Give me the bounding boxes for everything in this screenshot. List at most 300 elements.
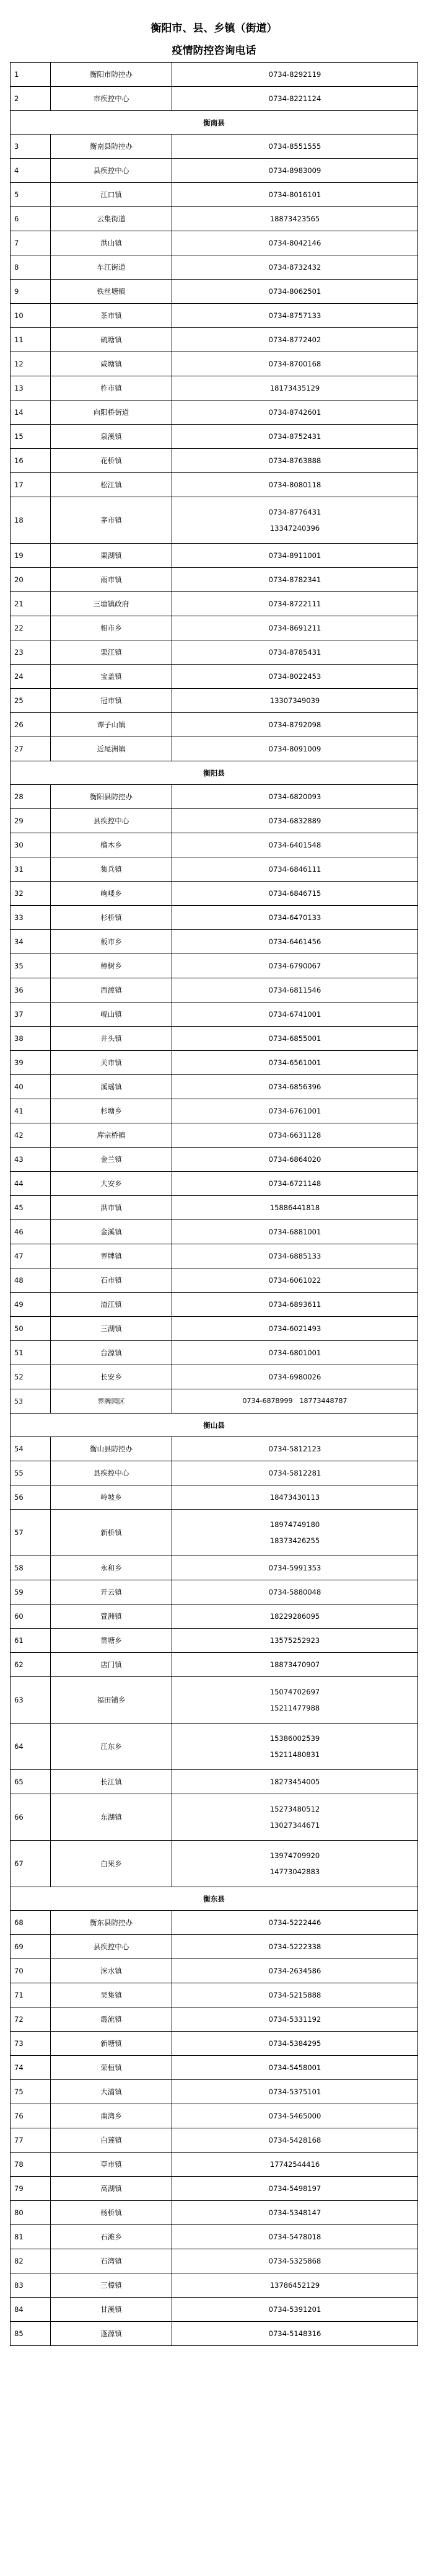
phone-number: 0734-5458001 — [268, 2063, 321, 2072]
table-row — [11, 1051, 418, 1075]
phone-number: 0734-6461456 — [268, 937, 321, 946]
phone-number: 0734-6980026 — [268, 1373, 321, 1381]
unit-name: 县疾控中心 — [51, 1935, 172, 1959]
phone-cell — [172, 2056, 418, 2080]
phone-cell — [172, 280, 418, 304]
table-row — [11, 785, 418, 809]
phone-number: 0734-6470133 — [268, 913, 321, 922]
contact-table-body — [11, 63, 418, 2346]
row-number: 60 — [11, 1604, 51, 1629]
table-row — [11, 737, 418, 761]
phone-cell — [172, 1123, 418, 1148]
row-number: 34 — [11, 930, 51, 954]
table-row — [11, 1794, 418, 1841]
unit-name: 栗湖镇 — [51, 544, 172, 568]
phone-number: 18173435129 — [269, 384, 320, 392]
phone-number: 0734-6856396 — [268, 1082, 321, 1091]
phone-number: 0734-8700168 — [268, 360, 321, 368]
table-row — [11, 713, 418, 737]
table-row — [11, 1341, 418, 1365]
phone-number: 0734-5478018 — [268, 2233, 321, 2241]
unit-name: 樟树乡 — [51, 954, 172, 978]
phone-number: 0734-5812123 — [268, 1445, 321, 1453]
unit-name: 花桥镇 — [51, 449, 172, 473]
page-title: 衡阳市、县、乡镇（街道） — [151, 22, 277, 35]
table-row — [11, 2322, 418, 2346]
unit-name: 草市镇 — [51, 2153, 172, 2177]
unit-name: 衡南县防控办 — [51, 135, 172, 159]
phone-number: 0734-6741001 — [268, 1010, 321, 1019]
table-row — [11, 2298, 418, 2322]
unit-name: 关市镇 — [51, 1051, 172, 1075]
section-header-row — [11, 1414, 418, 1437]
table-row — [11, 1365, 418, 1389]
phone-number: 17742544416 — [269, 2160, 320, 2169]
unit-name: 向阳桥街道 — [51, 401, 172, 425]
row-number: 5 — [11, 183, 51, 207]
unit-name: 谭子山镇 — [51, 713, 172, 737]
table-row — [11, 376, 418, 401]
table-row — [11, 1099, 418, 1123]
phone-number: 0734-5348147 — [268, 2208, 321, 2217]
phone-cell — [172, 665, 418, 689]
row-number: 19 — [11, 544, 51, 568]
phone-number: 0734-6893611 — [268, 1300, 321, 1309]
phone-cell — [172, 1911, 418, 1935]
unit-name: 金兰镇 — [51, 1148, 172, 1172]
row-number: 68 — [11, 1911, 51, 1935]
table-row — [11, 1244, 418, 1268]
phone-number: 0734-8782341 — [268, 575, 321, 584]
phone-cell — [172, 2128, 418, 2153]
unit-name: 硫塘镇 — [51, 328, 172, 352]
table-row — [11, 183, 418, 207]
unit-name: 库宗桥镇 — [51, 1123, 172, 1148]
phone-number: 15386002539 — [269, 1734, 320, 1743]
phone-cell — [172, 2298, 418, 2322]
phone-cell — [172, 1629, 418, 1653]
phone-cell — [172, 473, 418, 497]
phone-cell — [172, 1724, 418, 1770]
row-number: 65 — [11, 1770, 51, 1794]
phone-number: 0734-5384295 — [268, 2039, 321, 2048]
unit-name: 石湾镇 — [51, 2249, 172, 2273]
unit-name: 大浦镇 — [51, 2080, 172, 2104]
unit-name: 永和乡 — [51, 1556, 172, 1580]
phone-number: 14773042883 — [269, 1867, 320, 1876]
phone-number: 15211480831 — [269, 1750, 320, 1759]
row-number: 32 — [11, 882, 51, 906]
unit-name: 洪山镇 — [51, 231, 172, 255]
unit-name: 洣水镇 — [51, 1959, 172, 1983]
row-number: 81 — [11, 2225, 51, 2249]
phone-cell — [172, 1604, 418, 1629]
phone-number: 0734-6820093 — [268, 792, 321, 801]
phone-cell — [172, 159, 418, 183]
unit-name: 店门镇 — [51, 1653, 172, 1677]
row-number: 53 — [11, 1389, 51, 1414]
table-row — [11, 1556, 418, 1580]
phone-cell — [172, 809, 418, 833]
unit-name: 渣江镇 — [51, 1293, 172, 1317]
unit-name: 市疾控中心 — [51, 87, 172, 111]
unit-name: 松江镇 — [51, 473, 172, 497]
phone-cell — [172, 1196, 418, 1220]
row-number: 22 — [11, 616, 51, 640]
unit-name: 茶市镇 — [51, 304, 172, 328]
row-number: 59 — [11, 1580, 51, 1604]
unit-name: 贯塘乡 — [51, 1629, 172, 1653]
phone-number: 0734-8292119 — [268, 70, 321, 79]
phone-cell — [172, 568, 418, 592]
unit-name: 大安乡 — [51, 1172, 172, 1196]
unit-name: 岣嵝乡 — [51, 882, 172, 906]
phone-cell — [172, 713, 418, 737]
row-number: 70 — [11, 1959, 51, 1983]
phone-number: 13307349039 — [269, 696, 320, 705]
table-row — [11, 2153, 418, 2177]
phone-cell — [172, 785, 418, 809]
unit-name: 洪市镇 — [51, 1196, 172, 1220]
row-number: 45 — [11, 1196, 51, 1220]
phone-number: 0734-8752431 — [268, 432, 321, 441]
phone-cell — [172, 304, 418, 328]
phone-number: 13027344671 — [269, 1821, 320, 1830]
table-row — [11, 640, 418, 665]
phone-cell — [172, 231, 418, 255]
table-row — [11, 1196, 418, 1220]
table-row — [11, 1268, 418, 1293]
phone-number: 13974709920 — [269, 1851, 320, 1860]
row-number: 10 — [11, 304, 51, 328]
table-row — [11, 159, 418, 183]
row-number: 56 — [11, 1485, 51, 1510]
phone-number: 15886441818 — [269, 1203, 320, 1212]
table-row — [11, 352, 418, 376]
section-header-row — [11, 1887, 418, 1911]
table-row — [11, 2128, 418, 2153]
phone-cell — [172, 2249, 418, 2273]
phone-cell — [172, 401, 418, 425]
phone-number: 0734-8091009 — [268, 745, 321, 753]
table-row — [11, 2080, 418, 2104]
table-row — [11, 906, 418, 930]
phone-cell — [172, 2104, 418, 2128]
unit-name: 榴木乡 — [51, 833, 172, 857]
table-row — [11, 592, 418, 616]
table-row — [11, 2201, 418, 2225]
row-number: 17 — [11, 473, 51, 497]
unit-name: 集兵镇 — [51, 857, 172, 882]
phone-number: 0734-6021493 — [268, 1324, 321, 1333]
row-number: 20 — [11, 568, 51, 592]
row-number: 77 — [11, 2128, 51, 2153]
table-row — [11, 809, 418, 833]
phone-cell — [172, 449, 418, 473]
phone-number: 0734-5880048 — [268, 1588, 321, 1596]
phone-cell — [172, 954, 418, 978]
unit-name: 霞流镇 — [51, 2007, 172, 2032]
phone-cell — [172, 2080, 418, 2104]
phone-cell — [172, 640, 418, 665]
unit-name: 宝盖镇 — [51, 665, 172, 689]
row-number: 2 — [11, 87, 51, 111]
table-row — [11, 1485, 418, 1510]
phone-cell — [172, 1510, 418, 1556]
table-row — [11, 930, 418, 954]
table-row — [11, 1841, 418, 1887]
row-number: 46 — [11, 1220, 51, 1244]
phone-number: 18873423565 — [269, 215, 320, 223]
unit-name: 县疾控中心 — [51, 809, 172, 833]
row-number: 73 — [11, 2032, 51, 2056]
phone-number: 0734-8776431 — [268, 508, 321, 516]
table-row — [11, 1580, 418, 1604]
phone-cell — [172, 1437, 418, 1461]
phone-cell — [172, 255, 418, 280]
unit-name: 开云镇 — [51, 1580, 172, 1604]
unit-name: 石市镇 — [51, 1268, 172, 1293]
unit-name: 南湾乡 — [51, 2104, 172, 2128]
row-number: 51 — [11, 1341, 51, 1365]
header — [0, 0, 428, 62]
table-row — [11, 1935, 418, 1959]
unit-name: 甘溪镇 — [51, 2298, 172, 2322]
unit-name: 长安乡 — [51, 1365, 172, 1389]
phone-cell — [172, 592, 418, 616]
unit-name: 县疾控中心 — [51, 1461, 172, 1485]
table-row — [11, 1003, 418, 1027]
phone-cell — [172, 1461, 418, 1485]
row-number: 58 — [11, 1556, 51, 1580]
table-row — [11, 1293, 418, 1317]
row-number: 84 — [11, 2298, 51, 2322]
row-number: 8 — [11, 255, 51, 280]
unit-name: 杨桥镇 — [51, 2201, 172, 2225]
phone-number: 0734-8062501 — [268, 287, 321, 296]
table-row — [11, 1123, 418, 1148]
row-number: 38 — [11, 1027, 51, 1051]
section-label: 衡阳县 — [11, 761, 418, 785]
unit-name: 咸塘镇 — [51, 352, 172, 376]
row-number: 57 — [11, 1510, 51, 1556]
row-number: 30 — [11, 833, 51, 857]
phone-number: 0734-6561001 — [268, 1058, 321, 1067]
phone-cell — [172, 1556, 418, 1580]
table-row — [11, 2032, 418, 2056]
phone-number: 18373426255 — [269, 1536, 320, 1545]
unit-name: 蓬源镇 — [51, 2322, 172, 2346]
phone-cell — [172, 1935, 418, 1959]
phone-number: 0734-8016101 — [268, 190, 321, 199]
unit-name: 东湖镇 — [51, 1794, 172, 1841]
row-number: 44 — [11, 1172, 51, 1196]
unit-name: 近尾洲镇 — [51, 737, 172, 761]
row-number: 3 — [11, 135, 51, 159]
table-row — [11, 857, 418, 882]
unit-name: 长江镇 — [51, 1770, 172, 1794]
table-row — [11, 2273, 418, 2298]
row-number: 49 — [11, 1293, 51, 1317]
table-row — [11, 1075, 418, 1099]
table-row — [11, 2007, 418, 2032]
unit-name: 三樟镇 — [51, 2273, 172, 2298]
unit-name: 江东乡 — [51, 1724, 172, 1770]
unit-name: 衡阳市防控办 — [51, 63, 172, 87]
row-number: 50 — [11, 1317, 51, 1341]
phone-cell — [172, 2177, 418, 2201]
unit-name: 板市乡 — [51, 930, 172, 954]
phone-number: 0734-6401548 — [268, 841, 321, 849]
phone-cell — [172, 1841, 418, 1887]
table-row — [11, 304, 418, 328]
table-row — [11, 2177, 418, 2201]
unit-name: 溪瑶镇 — [51, 1075, 172, 1099]
unit-name: 福田铺乡 — [51, 1677, 172, 1724]
unit-name: 柞市镇 — [51, 376, 172, 401]
phone-cell — [172, 1365, 418, 1389]
table-row — [11, 2225, 418, 2249]
phone-number: 0734-6846111 — [268, 865, 321, 874]
row-number: 83 — [11, 2273, 51, 2298]
row-number: 13 — [11, 376, 51, 401]
section-label: 衡山县 — [11, 1414, 418, 1437]
unit-name: 雨市镇 — [51, 568, 172, 592]
phone-cell — [172, 1959, 418, 1983]
phone-cell — [172, 616, 418, 640]
phone-cell — [172, 689, 418, 713]
phone-number: 15273480512 — [269, 1805, 320, 1813]
table-row — [11, 978, 418, 1003]
row-number: 29 — [11, 809, 51, 833]
unit-name: 吴集镇 — [51, 1983, 172, 2007]
row-number: 42 — [11, 1123, 51, 1148]
phone-number: 0734-5215888 — [268, 1991, 321, 1999]
unit-name: 岘山镇 — [51, 1003, 172, 1027]
phone-cell — [172, 1293, 418, 1317]
phone-cell — [172, 63, 418, 87]
phone-cell — [172, 1389, 418, 1414]
unit-name: 新塘镇 — [51, 2032, 172, 2056]
phone-cell — [172, 1580, 418, 1604]
phone-number: 0734-6811546 — [268, 986, 321, 994]
row-number: 41 — [11, 1099, 51, 1123]
unit-name: 界牌园区 — [51, 1389, 172, 1414]
phone-cell — [172, 2225, 418, 2249]
row-number: 15 — [11, 425, 51, 449]
page-subtitle: 疫情防控咨询电话 — [172, 45, 256, 57]
row-number: 47 — [11, 1244, 51, 1268]
table-row — [11, 2056, 418, 2080]
table-row — [11, 1148, 418, 1172]
table-row — [11, 1959, 418, 1983]
phone-cell — [172, 882, 418, 906]
row-number: 85 — [11, 2322, 51, 2346]
table-row — [11, 135, 418, 159]
table-row — [11, 1911, 418, 1935]
phone-cell — [172, 1317, 418, 1341]
phone-number: 0734-6061022 — [268, 1276, 321, 1285]
phone-cell — [172, 1244, 418, 1268]
phone-number: 0734-8911001 — [268, 551, 321, 560]
phone-number: 0734-8722111 — [268, 600, 321, 608]
phone-cell — [172, 1220, 418, 1244]
phone-number: 0734-5222446 — [268, 1918, 321, 1927]
unit-name: 县疾控中心 — [51, 159, 172, 183]
phone-number: 0734-6761001 — [268, 1107, 321, 1115]
table-row — [11, 328, 418, 352]
table-row — [11, 1172, 418, 1196]
table-row — [11, 449, 418, 473]
row-number: 14 — [11, 401, 51, 425]
phone-cell — [172, 2201, 418, 2225]
phone-number: 0734-8742601 — [268, 408, 321, 417]
row-number: 67 — [11, 1841, 51, 1887]
phone-cell — [172, 978, 418, 1003]
unit-name: 江口镇 — [51, 183, 172, 207]
unit-name: 石滩乡 — [51, 2225, 172, 2249]
phone-number: 13786452129 — [269, 2281, 320, 2290]
row-number: 4 — [11, 159, 51, 183]
table-row — [11, 63, 418, 87]
table-row — [11, 255, 418, 280]
unit-name: 栗江镇 — [51, 640, 172, 665]
phone-number: 0734-5222338 — [268, 1942, 321, 1951]
row-number: 52 — [11, 1365, 51, 1389]
phone-cell — [172, 497, 418, 544]
table-row — [11, 1317, 418, 1341]
phone-number: 0734-5391201 — [268, 2305, 321, 2314]
table-row — [11, 689, 418, 713]
table-row — [11, 1389, 418, 1414]
row-number: 36 — [11, 978, 51, 1003]
phone-number: 0734-6631128 — [268, 1131, 321, 1140]
phone-number: 18873470907 — [269, 1660, 320, 1669]
phone-number: 0734-8080118 — [268, 480, 321, 489]
phone-number: 0734-5325868 — [268, 2257, 321, 2265]
phone-number: 0734-5465000 — [268, 2112, 321, 2120]
unit-name: 高湖镇 — [51, 2177, 172, 2201]
unit-name: 萱洲镇 — [51, 1604, 172, 1629]
phone-number: 13575252923 — [269, 1636, 320, 1645]
unit-name: 衡山县防控办 — [51, 1437, 172, 1461]
row-number: 78 — [11, 2153, 51, 2177]
unit-name: 岭坡乡 — [51, 1485, 172, 1510]
phone-cell — [172, 2032, 418, 2056]
phone-number: 0734-8691211 — [268, 624, 321, 632]
phone-cell — [172, 1653, 418, 1677]
table-row — [11, 954, 418, 978]
phone-cell — [172, 1485, 418, 1510]
row-number: 1 — [11, 63, 51, 87]
table-row — [11, 833, 418, 857]
row-number: 35 — [11, 954, 51, 978]
phone-cell — [172, 857, 418, 882]
table-row — [11, 1653, 418, 1677]
unit-name: 三湖镇 — [51, 1317, 172, 1341]
table-row — [11, 665, 418, 689]
unit-name: 台源镇 — [51, 1341, 172, 1365]
row-number: 79 — [11, 2177, 51, 2201]
table-row — [11, 1027, 418, 1051]
table-row — [11, 207, 418, 231]
row-number: 55 — [11, 1461, 51, 1485]
phone-cell — [172, 2153, 418, 2177]
row-number: 63 — [11, 1677, 51, 1724]
phone-cell — [172, 1172, 418, 1196]
phone-number: 18273454005 — [269, 1777, 320, 1786]
phone-number: 0734-8792098 — [268, 720, 321, 729]
